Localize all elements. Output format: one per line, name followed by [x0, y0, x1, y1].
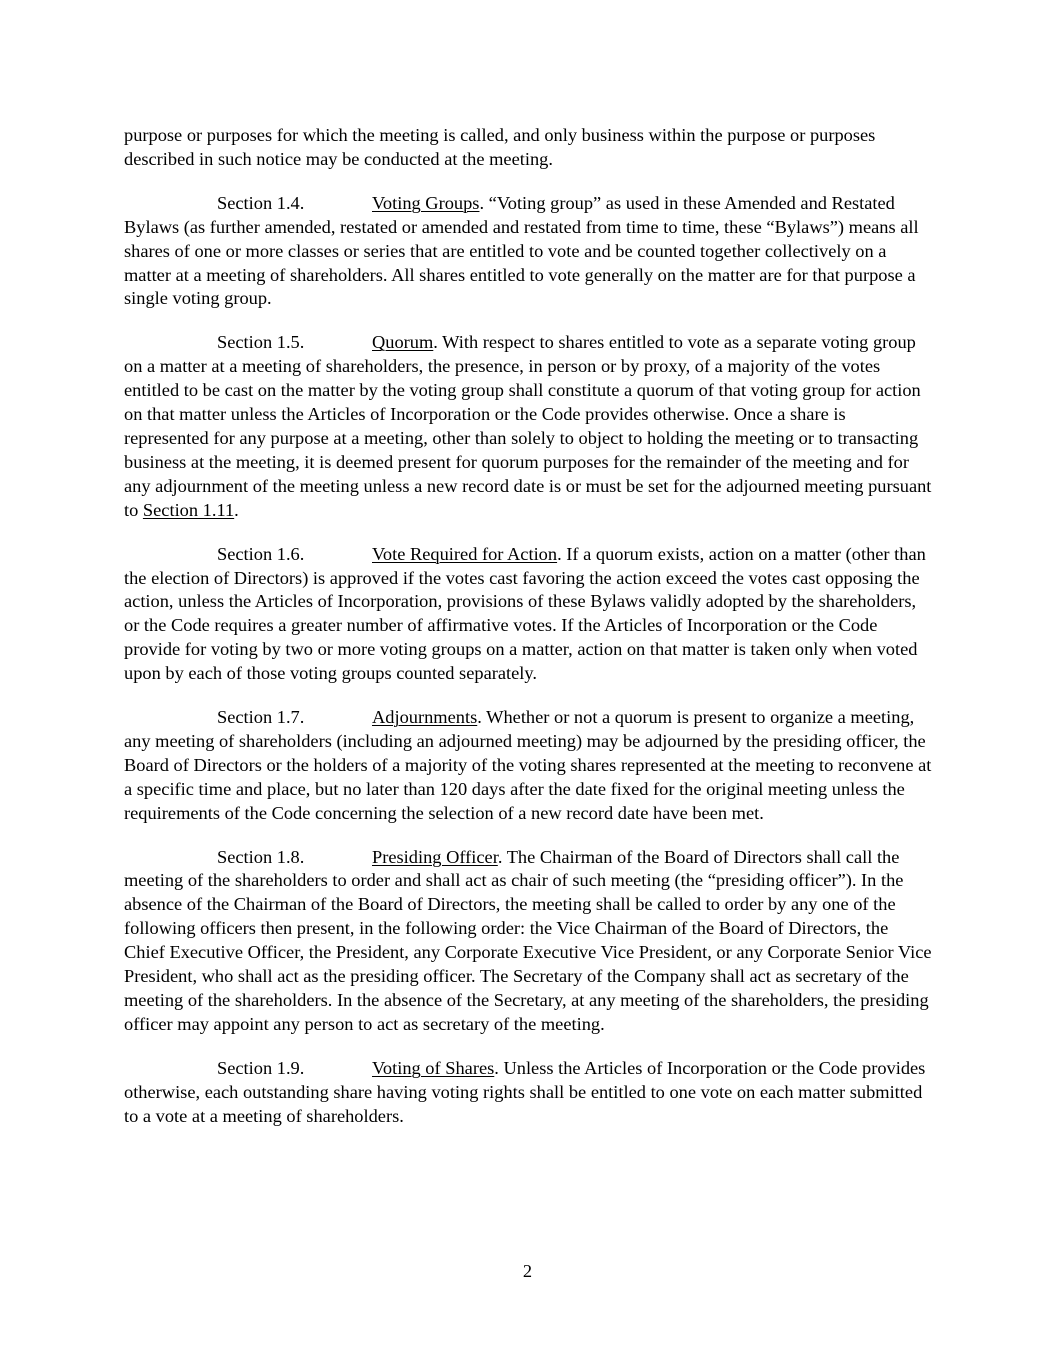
section-body: With respect to shares entitled to vote as a separate voting group on a matter at a meeting of shareholders, the presence, in person or by proxy, of a majority of the votes entitled to be cast on the matter by the voting group shall constitute a quorum of that voting group for action on that matter unless the Articles of Incorporation or the Code provides otherwise. Once a share is represented for any purpose at a meeting, other than solely to object to holding the meeting or to transacting business at the meeting, it is deemed present for quorum purposes for the remainder of the meeting and for any adjournment of the meeting unless a new record date is or must be set for the adjourned meeting pursuant to [124, 332, 932, 520]
section-heading: Adjournments [372, 707, 478, 728]
section-number: Section 1.4. [217, 192, 305, 213]
heading-separator: . [494, 1057, 504, 1078]
section-number: Section 1.5. [217, 332, 305, 353]
section-body: If a quorum exists, action on a matter (other than the election of Directors) is approved if the votes cast favoring the action exceed the votes cast opposing the action, unless the Articles of Incorporation, provisions of these Bylaws validly adopted by the shareholders, or the Code requires a greater number of affirmative votes. If the Articles of Incorporation or the Code provide for voting by two or more voting groups on a matter, action on that matter is taken only when voted upon by each of those voting groups counted separately. [124, 543, 926, 684]
section-1-7-paragraph [124, 706, 932, 826]
section-heading: Presiding Officer [372, 846, 498, 867]
section-1-6-paragraph [124, 543, 932, 686]
heading-separator: . [477, 707, 487, 728]
section-heading: Voting Groups [372, 192, 480, 213]
section-1-5-paragraph [124, 331, 932, 522]
page-number: 2 [522, 1261, 533, 1281]
section-body: Whether or not a quorum is present to organize a meeting, any meeting of shareholders (including an adjourned meeting) may be adjourned by the presiding officer, the Board of Directors or the holders of a majority of the voting shares represented at the meeting to reconvene at a specific time and place, but no later than 120 days after the date fixed for the original meeting unless the requirements of the Code concerning the selection of a new record date have been met. [124, 707, 932, 823]
section-heading: Quorum [372, 332, 434, 353]
section-1-4-paragraph [124, 192, 932, 312]
section-1-9-paragraph [124, 1057, 932, 1129]
section-body: “Voting group” as used in these Amended and Restated Bylaws (as further amended, restated or amended and restated from time to time, these “Bylaws”) means all shares of one or more classes or series that are entitled to vote and be counted together collectively on a matter at a meeting of shareholders. All shares entitled to vote generally on the matter are for that purpose a single voting group. [124, 192, 919, 309]
section-number: Section 1.7. [217, 707, 305, 728]
section-number: Section 1.6. [217, 543, 305, 564]
section-body-tail: . [234, 499, 239, 520]
section-number: Section 1.9. [217, 1057, 305, 1078]
heading-separator: . [557, 543, 567, 564]
document-page [124, 124, 932, 1149]
heading-separator: . [433, 332, 443, 353]
section-body: Unless the Articles of Incorporation or the Code provides otherwise, each outstanding share having voting rights shall be entitled to one vote on each matter submitted to a vote at a meeting of shareholders. [124, 1057, 926, 1126]
section-cross-reference: Section 1.11 [142, 499, 235, 520]
section-heading: Voting of Shares [372, 1057, 495, 1078]
intro-paragraph: purpose or purposes for which the meeting is called, and only business within the purpose or purposes described in such notice may be conducted at the meeting. [124, 125, 876, 169]
heading-separator: . [479, 192, 489, 213]
section-1-8-paragraph [124, 846, 932, 1037]
heading-separator: . [497, 846, 507, 867]
section-number: Section 1.8. [217, 846, 305, 867]
section-body: The Chairman of the Board of Directors shall call the meeting of the shareholders to order and shall act as chair of such meeting (the “presiding officer”). In the absence of the Chairman of the Board of Directors, the meeting shall be called to order by any one of the following officers then present, in the following order: the Vice Chairman of the Board of Directors, the Chief Executive Officer, the President, any Corporate Executive Vice President, or any Corporate Senior Vice President, who shall act as the presiding officer. The Secretary of the Company shall act as secretary of the meeting of the shareholders. In the absence of the Secretary, at any meeting of the shareholders, the presiding officer may appoint any person to act as secretary of the meeting. [124, 846, 932, 1034]
section-heading: Vote Required for Action [372, 543, 558, 564]
